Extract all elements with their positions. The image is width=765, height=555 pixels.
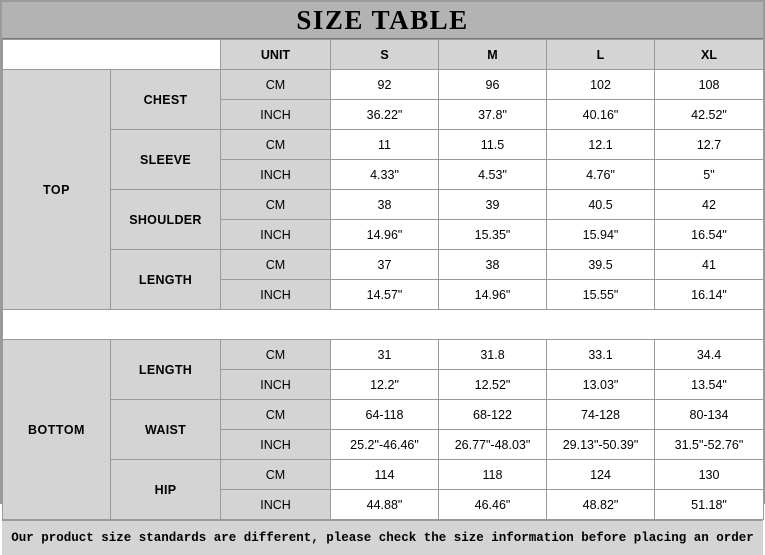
row-label-top-chest: CHEST (111, 70, 221, 130)
value-cell: 46.46" (439, 490, 547, 520)
value-cell: 42.52" (655, 100, 764, 130)
page-title: SIZE TABLE (296, 4, 469, 35)
value-cell: 16.54" (655, 220, 764, 250)
value-cell: 118 (439, 460, 547, 490)
row-label-top-shoulder: SHOULDER (111, 190, 221, 250)
value-cell: 39.5 (547, 250, 655, 280)
value-cell: 48.82" (547, 490, 655, 520)
table-row (3, 400, 764, 430)
header-size-m: M (439, 40, 547, 70)
value-cell: 36.22" (331, 100, 439, 130)
section-label-top: TOP (3, 70, 111, 310)
value-cell: 51.18" (655, 490, 764, 520)
value-cell: 11.5 (439, 130, 547, 160)
value-cell: 12.52" (439, 370, 547, 400)
section-spacer-row (3, 310, 764, 340)
header-unit: UNIT (221, 40, 331, 70)
value-cell: 39 (439, 190, 547, 220)
unit-cell: CM (221, 340, 331, 370)
value-cell: 42 (655, 190, 764, 220)
value-cell: 31.5"-52.76" (655, 430, 764, 460)
value-cell: 12.1 (547, 130, 655, 160)
row-label-top-sleeve: SLEEVE (111, 130, 221, 190)
unit-cell: INCH (221, 100, 331, 130)
table-row (3, 340, 764, 370)
unit-cell: INCH (221, 280, 331, 310)
table-header-row (3, 40, 764, 70)
value-cell: 41 (655, 250, 764, 280)
size-table (2, 39, 764, 520)
footer-note: Our product size standards are different, please check the size information before placing an order (11, 531, 754, 545)
table-row (3, 130, 764, 160)
value-cell: 74-128 (547, 400, 655, 430)
unit-cell: CM (221, 400, 331, 430)
value-cell: 11 (331, 130, 439, 160)
value-cell: 114 (331, 460, 439, 490)
value-cell: 15.55" (547, 280, 655, 310)
table-row (3, 190, 764, 220)
section-spacer (3, 310, 764, 340)
value-cell: 29.13"-50.39" (547, 430, 655, 460)
value-cell: 5" (655, 160, 764, 190)
value-cell: 14.57" (331, 280, 439, 310)
value-cell: 4.53" (439, 160, 547, 190)
value-cell: 38 (439, 250, 547, 280)
row-label-bottom-hip: HIP (111, 460, 221, 520)
value-cell: 102 (547, 70, 655, 100)
unit-cell: CM (221, 250, 331, 280)
value-cell: 31 (331, 340, 439, 370)
table-row (3, 70, 764, 100)
row-label-bottom-length: LENGTH (111, 340, 221, 400)
unit-cell: CM (221, 460, 331, 490)
value-cell: 25.2"-46.46" (331, 430, 439, 460)
value-cell: 15.35" (439, 220, 547, 250)
value-cell: 44.88" (331, 490, 439, 520)
value-cell: 12.7 (655, 130, 764, 160)
value-cell: 12.2" (331, 370, 439, 400)
value-cell: 34.4 (655, 340, 764, 370)
header-size-xl: XL (655, 40, 764, 70)
section-label-bottom: BOTTOM (3, 340, 111, 520)
value-cell: 13.54" (655, 370, 764, 400)
unit-cell: CM (221, 70, 331, 100)
value-cell: 130 (655, 460, 764, 490)
header-size-l: L (547, 40, 655, 70)
unit-cell: CM (221, 130, 331, 160)
table-row (3, 460, 764, 490)
value-cell: 64-118 (331, 400, 439, 430)
unit-cell: INCH (221, 160, 331, 190)
row-label-top-length: LENGTH (111, 250, 221, 310)
value-cell: 92 (331, 70, 439, 100)
value-cell: 26.77"-48.03" (439, 430, 547, 460)
value-cell: 13.03" (547, 370, 655, 400)
table-row (3, 250, 764, 280)
value-cell: 108 (655, 70, 764, 100)
footer-note-bar (2, 520, 763, 555)
value-cell: 15.94" (547, 220, 655, 250)
value-cell: 4.33" (331, 160, 439, 190)
value-cell: 80-134 (655, 400, 764, 430)
value-cell: 37.8" (439, 100, 547, 130)
value-cell: 68-122 (439, 400, 547, 430)
value-cell: 40.5 (547, 190, 655, 220)
value-cell: 33.1 (547, 340, 655, 370)
value-cell: 14.96" (439, 280, 547, 310)
value-cell: 16.14" (655, 280, 764, 310)
value-cell: 4.76" (547, 160, 655, 190)
value-cell: 38 (331, 190, 439, 220)
value-cell: 96 (439, 70, 547, 100)
value-cell: 14.96" (331, 220, 439, 250)
value-cell: 40.16" (547, 100, 655, 130)
value-cell: 31.8 (439, 340, 547, 370)
header-size-s: S (331, 40, 439, 70)
unit-cell: INCH (221, 370, 331, 400)
header-blank-cell (3, 40, 221, 70)
value-cell: 37 (331, 250, 439, 280)
unit-cell: INCH (221, 490, 331, 520)
unit-cell: CM (221, 190, 331, 220)
row-label-bottom-waist: WAIST (111, 400, 221, 460)
unit-cell: INCH (221, 220, 331, 250)
unit-cell: INCH (221, 430, 331, 460)
value-cell: 124 (547, 460, 655, 490)
title-bar (2, 2, 763, 39)
